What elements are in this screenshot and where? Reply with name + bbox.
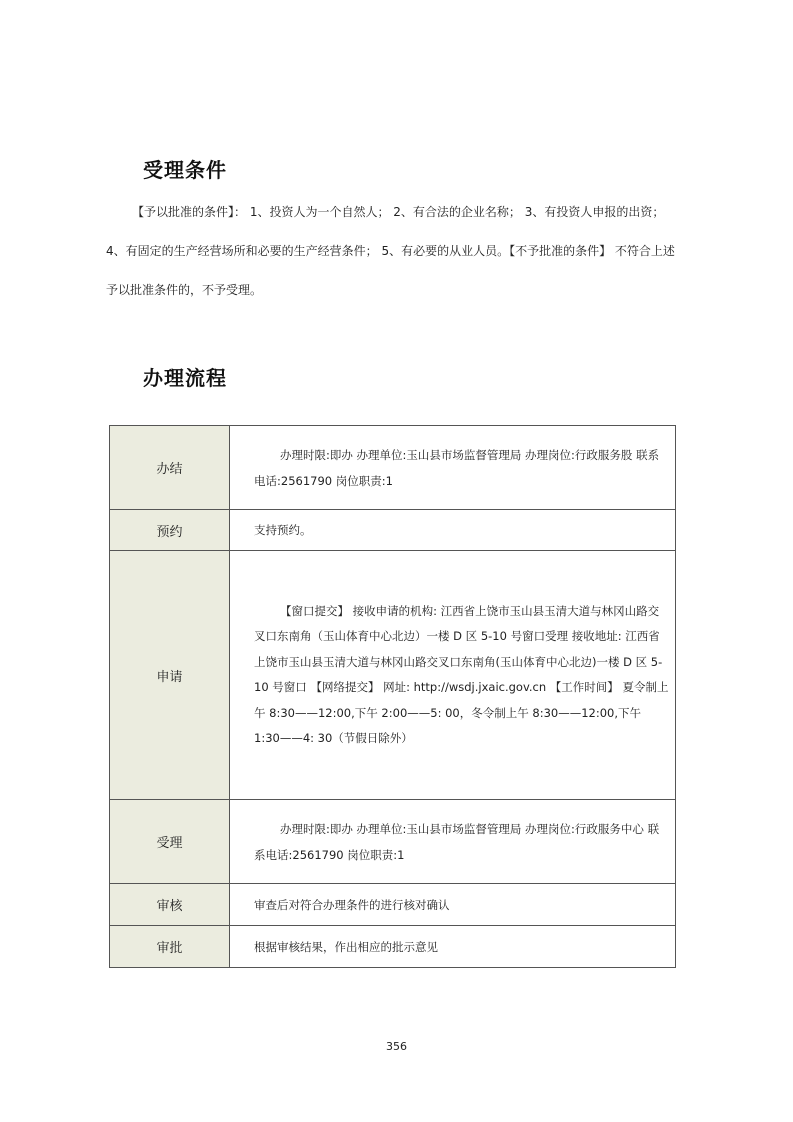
table-row — [110, 510, 676, 551]
row-label: 办结 — [110, 426, 230, 510]
table-row — [110, 551, 676, 800]
row-label: 申请 — [110, 551, 230, 800]
row-content — [230, 551, 676, 800]
conditions-text: 【予以批准的条件】： 1、投资人为一个自然人； 2、有合法的企业名称； 3、有投资人申报的出资； 4、有固定的生产经营场所和必要的生产经营条件； 5、有必要的从业人员。【不予批准的条件】 不符合上述予以批准条件的，不予受理。 — [106, 205, 675, 297]
row-content — [230, 426, 676, 510]
row-content — [230, 510, 676, 551]
table-row — [110, 884, 676, 926]
row-label: 受理 — [110, 800, 230, 884]
table-row — [110, 426, 676, 510]
row-content — [230, 800, 676, 884]
row-label: 审批 — [110, 926, 230, 968]
conditions-paragraph — [106, 193, 686, 310]
section-title-process: 办理流程 — [143, 366, 227, 390]
page-number: 356 — [386, 1040, 407, 1053]
table-row — [110, 800, 676, 884]
row-content-text: 【窗口提交】 接收申请的机构: 江西省上饶市玉山县玉清大道与林冈山路交叉口东南角（玉山体育中心北边）一楼 D 区 5-10 号窗口受理 接收地址: 江西省上饶市玉山县玉清大道与林冈山路交叉口东南角(玉山体育中心北边)一楼 D 区 5-10 号窗口 【网络提交】 网址: http://wsdj.jxaic.gov.cn 【工作时间】 夏令制上午 8:30——12:00,下午 2:00——5: 00，冬令制上午 8:30——12:00,下午 1:30——4: 30（节假日除外） — [254, 603, 669, 745]
row-label: 预约 — [110, 510, 230, 551]
process-table — [109, 425, 676, 968]
row-content-text: 办理时限:即办 办理单位:玉山县市场监督管理局 办理岗位:行政服务中心 联系电话:2561790 岗位职责:1 — [254, 821, 660, 862]
table-row — [110, 926, 676, 968]
row-content — [230, 884, 676, 926]
row-content-text: 审查后对符合办理条件的进行核对确认 — [254, 897, 450, 912]
section-title-conditions: 受理条件 — [143, 158, 227, 182]
row-content-text: 办理时限:即办 办理单位:玉山县市场监督管理局 办理岗位:行政服务股 联系电话:2561790 岗位职责:1 — [254, 447, 660, 488]
row-content-text: 根据审核结果，作出相应的批示意见 — [254, 939, 438, 954]
row-content-text: 支持预约。 — [254, 523, 312, 537]
row-label: 审核 — [110, 884, 230, 926]
row-content — [230, 926, 676, 968]
